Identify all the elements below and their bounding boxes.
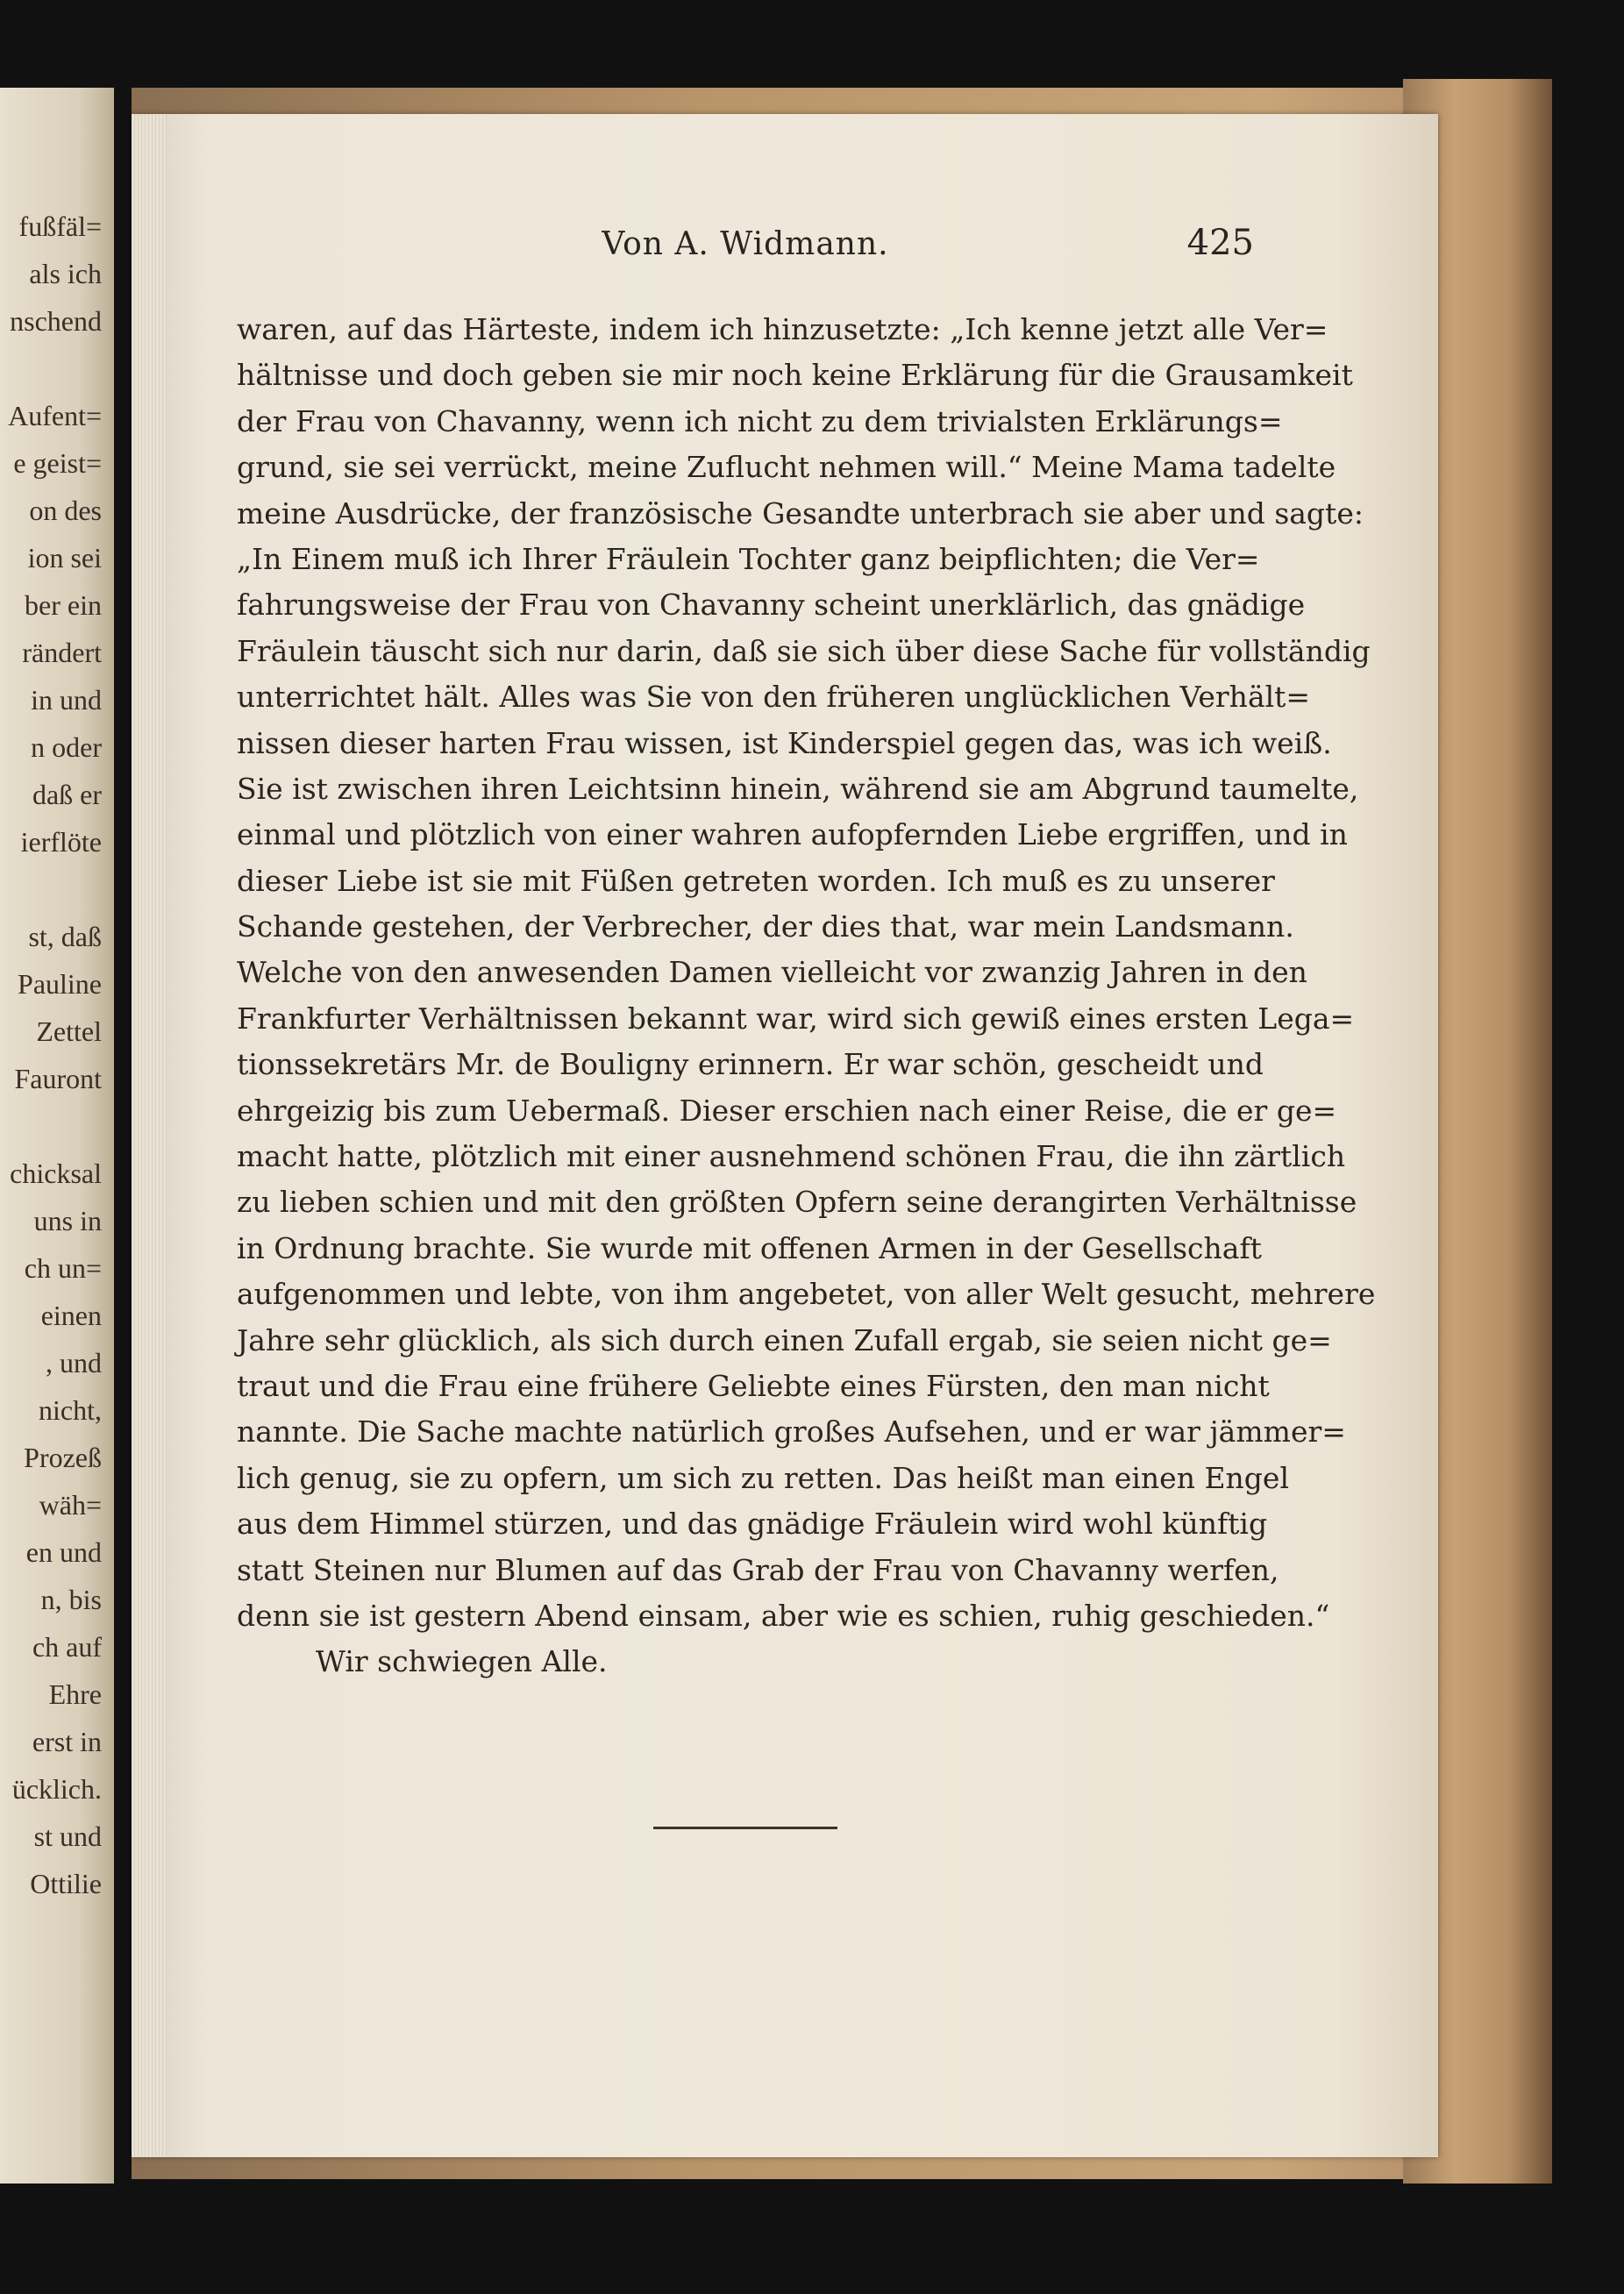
text-line: tionssekretärs Mr. de Bouligny erinnern. Er war schön, gescheidt und <box>237 1047 1264 1082</box>
page-header <box>237 223 1254 270</box>
text-line: statt Steinen nur Blumen auf das Grab der Frau von Chavanny werfen, <box>237 1552 1279 1587</box>
left-page-fragment: on des <box>29 495 102 526</box>
left-page-fragment: uns in <box>33 1205 102 1236</box>
text-line: Sie ist zwischen ihren Leichtsinn hinein, während sie am Abgrund taumelte, <box>237 771 1359 806</box>
left-page-fragment: rändert <box>22 637 102 668</box>
left-page-fragment: nicht, <box>39 1394 102 1426</box>
left-page-fragment: ch un= <box>24 1252 102 1284</box>
text-line: unterrichtet hält. Alles was Sie von den früheren unglücklichen Verhält= <box>237 680 1311 715</box>
text-line: hältnisse und doch geben sie mir noch keine Erklärung für die Grausamkeit <box>237 358 1353 393</box>
text-line: ehrgeizig bis zum Uebermaß. Dieser erschien nach einer Reise, die er ge= <box>237 1093 1337 1128</box>
left-page-fragment: Aufent= <box>8 400 102 431</box>
text-line: Schande gestehen, der Verbrecher, der dies that, war mein Landsmann. <box>237 909 1294 944</box>
left-page-fragment: st, daß <box>28 921 102 952</box>
section-end-rule <box>653 1827 837 1829</box>
left-page-fragment: fußfäl= <box>18 210 102 242</box>
left-page-fragment: ierflöte <box>20 826 102 858</box>
left-page-fragment: erst in <box>32 1726 102 1757</box>
left-page-fragment: Prozeß <box>24 1442 102 1473</box>
text-line: Welche von den anwesenden Damen vielleicht vor zwanzig Jahren in den <box>237 955 1307 990</box>
running-title: Von A. Widmann. <box>602 226 889 262</box>
final-line: Wir schwiegen Alle. <box>316 1644 608 1679</box>
text-line: fahrungsweise der Frau von Chavanny scheint unerklärlich, das gnädige <box>237 588 1306 623</box>
left-page-fragment: en und <box>25 1536 102 1568</box>
text-line: Fräulein täuscht sich nur darin, daß sie sich über diese Sache für vollständig <box>237 633 1371 668</box>
text-line: „In Einem muß ich Ihrer Fräulein Tochter ganz beipflichten; die Ver= <box>237 541 1260 576</box>
left-page-fragment: Ehre <box>48 1678 102 1710</box>
text-line: aufgenommen und lebte, von ihm angebetet, von aller Welt gesucht, mehrere <box>237 1277 1376 1312</box>
left-page-fragment: Pauline <box>18 968 102 1000</box>
text-line: traut und die Frau eine frühere Geliebte eines Fürsten, den man nicht <box>237 1368 1270 1403</box>
text-line: dieser Liebe ist sie mit Füßen getreten worden. Ich muß es zu unserer <box>237 863 1275 898</box>
left-page-fragment: ücklich. <box>11 1773 102 1805</box>
page-number: 425 <box>1186 223 1254 263</box>
text-line: Frankfurter Verhältnissen bekannt war, wird sich gewiß eines ersten Lega= <box>237 1001 1355 1036</box>
left-page-fragment: Zettel <box>36 1015 102 1047</box>
text-line: der Frau von Chavanny, wenn ich nicht zu dem trivialsten Erklärungs= <box>237 403 1283 438</box>
text-line: einmal und plötzlich von einer wahren aufopfernden Liebe ergriffen, und in <box>237 817 1348 852</box>
left-page <box>0 88 114 2184</box>
left-page-fragment: in und <box>31 684 102 716</box>
text-line: Jahre sehr glücklich, als sich durch einen Zufall ergab, sie seien nicht ge= <box>237 1322 1332 1357</box>
left-page-fragment: e geist= <box>13 447 102 479</box>
left-page-fragment: ber ein <box>25 589 102 621</box>
text-line: meine Ausdrücke, der französische Gesandte unterbrach sie aber und sagte: <box>237 495 1364 531</box>
left-page-fragment: ch auf <box>32 1631 102 1663</box>
text-line: nannte. Die Sache machte natürlich großes Aufsehen, und er war jämmer= <box>237 1414 1346 1450</box>
left-page-fragment: Fauront <box>14 1063 102 1094</box>
left-page-fragment: daß er <box>32 779 102 810</box>
left-page-fragment: n oder <box>31 731 102 763</box>
left-page-fragment: einen <box>40 1300 102 1331</box>
left-page-fragment: chicksal <box>10 1158 102 1189</box>
left-page-fragment: als ich <box>29 258 102 289</box>
text-line: denn sie ist gestern Abend einsam, aber wie es schien, ruhig geschieden.“ <box>237 1598 1330 1633</box>
left-page-fragment: , und <box>46 1347 102 1379</box>
text-line: grund, sie sei verrückt, meine Zuflucht nehmen will.“ Meine Mama tadelte <box>237 450 1336 485</box>
text-line: macht hatte, plötzlich mit einer ausnehmend schönen Frau, die ihn zärtlich <box>237 1139 1346 1174</box>
text-line: zu lieben schien und mit den größten Opfern seine derangirten Verhältnisse <box>237 1185 1357 1220</box>
left-page-fragment: n, bis <box>40 1584 102 1615</box>
left-page-fragment: wäh= <box>39 1489 102 1521</box>
left-page-fragment: ion sei <box>27 542 102 574</box>
text-line: nissen dieser harten Frau wissen, ist Kinderspiel gegen das, was ich weiß. <box>237 725 1332 760</box>
left-page-fragment: nschend <box>10 305 102 337</box>
text-line: in Ordnung brachte. Sie wurde mit offenen Armen in der Gesellschaft <box>237 1230 1262 1265</box>
body-text <box>237 307 1376 1685</box>
left-page-fragment: st und <box>33 1820 102 1852</box>
text-line: waren, auf das Härteste, indem ich hinzusetzte: „Ich kenne jetzt alle Ver= <box>237 312 1328 346</box>
left-page-fragment: Ottilie <box>30 1868 102 1899</box>
page-stack-edges <box>132 114 167 2157</box>
text-line: lich genug, sie zu opfern, um sich zu retten. Das heißt man einen Engel <box>237 1460 1290 1495</box>
text-line: aus dem Himmel stürzen, und das gnädige Fräulein wird wohl künftig <box>237 1507 1268 1542</box>
